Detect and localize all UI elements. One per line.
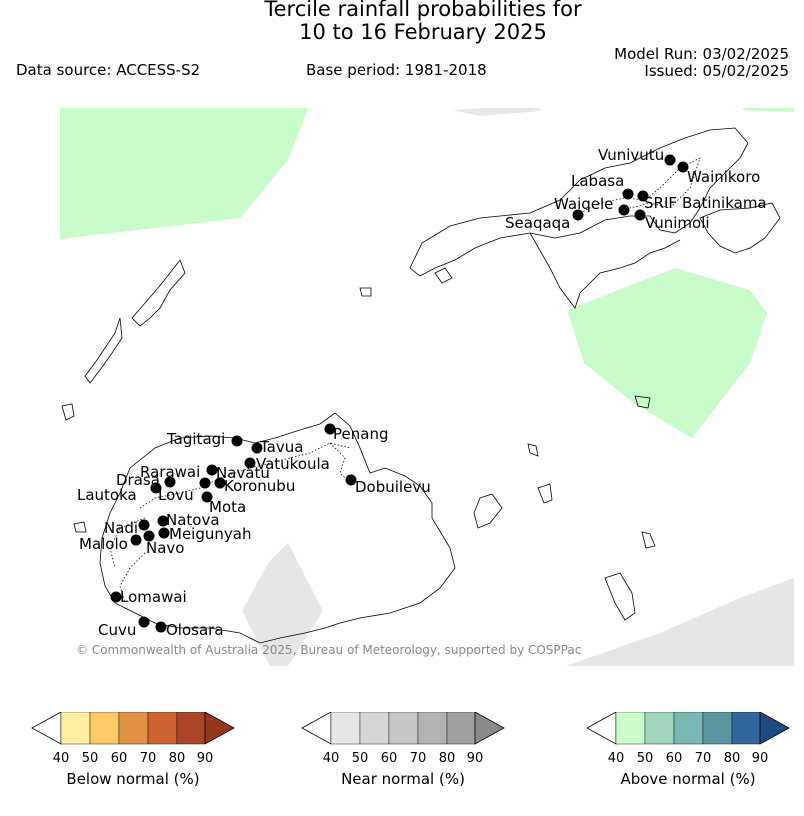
colorbar-above-segment <box>674 712 703 744</box>
near-normal-region-north <box>452 108 540 116</box>
station-dot <box>200 478 211 489</box>
place-label-dobuilevu: Dobuilevu <box>355 478 431 496</box>
station-dot <box>139 520 150 531</box>
island-small-9 <box>74 522 86 532</box>
colorbar-near-end-arrow <box>475 712 504 744</box>
island-small-6 <box>605 573 635 620</box>
station-dot <box>665 155 676 166</box>
colorbar-above-tick: 60 <box>665 751 683 766</box>
colorbar-near-tick: 40 <box>322 751 340 766</box>
colorbar-below-start-arrow <box>32 712 61 744</box>
place-label-nadi: Nadi <box>104 519 139 537</box>
colorbar-near-segment <box>389 712 418 744</box>
place-label-labasa: Labasa <box>571 172 625 190</box>
colorbar-below-tick: 50 <box>81 751 99 766</box>
colorbar-below-segment <box>177 712 205 744</box>
colorbar-near-title: Near normal (%) <box>341 770 465 788</box>
place-label-penang: Penang <box>333 425 389 443</box>
colorbar-near-normal <box>300 712 506 766</box>
colorbar-below-tick: 60 <box>110 751 128 766</box>
island-small-5 <box>642 532 655 548</box>
fiji-map <box>60 108 794 666</box>
place-label-malolo: Malolo <box>79 535 128 553</box>
colorbar-near-segment <box>418 712 447 744</box>
above-normal-region-ne <box>743 108 794 112</box>
colorbar-near-segment <box>331 712 360 744</box>
place-label-meigunyah: Meigunyah <box>169 525 252 543</box>
place-label-vunivutu: Vunivutu <box>598 146 665 164</box>
colorbar-near-segment <box>447 712 475 744</box>
place-label-mota: Mota <box>209 498 247 516</box>
place-label-vatukoula: Vatukoula <box>256 455 330 473</box>
colorbar-below-normal <box>30 712 236 766</box>
place-label-navatu: Navatu <box>216 464 270 482</box>
run-info <box>614 46 789 80</box>
colorbar-above-tick: 40 <box>607 751 625 766</box>
place-label-drasa: Drasa <box>116 471 160 489</box>
colorbar-below-segment <box>90 712 119 744</box>
station-markers <box>111 155 689 633</box>
island-small-8 <box>435 268 452 283</box>
place-label-waiqele: Waiqele <box>554 195 614 213</box>
base-period-label: Base period: 1981-2018 <box>306 61 487 79</box>
station-dot <box>156 622 167 633</box>
issued-label: Issued: 05/02/2025 <box>644 62 789 80</box>
station-dot <box>623 189 634 200</box>
place-label-cuvu: Cuvu <box>98 621 137 639</box>
colorbar-below-segment <box>119 712 148 744</box>
colorbar-above-end-arrow <box>760 712 789 744</box>
place-label-rarawai: Rarawai <box>140 463 201 481</box>
place-label-natova: Natova <box>166 511 220 529</box>
island-small-2 <box>474 494 502 528</box>
colorbar-above-segment <box>616 712 645 744</box>
colorbar-below-tick: 70 <box>139 751 157 766</box>
colorbar-near-tick: 70 <box>409 751 427 766</box>
colorbar-above-tick: 80 <box>723 751 741 766</box>
station-dot <box>139 617 150 628</box>
colorbar-near-start-arrow <box>302 712 331 744</box>
colorbar-below-tick: 90 <box>196 751 214 766</box>
place-label-tavua: Tavua <box>260 438 304 456</box>
colorbar-above-normal <box>585 712 791 766</box>
colorbar-above-segment <box>703 712 732 744</box>
colorbar-below-title: Below normal (%) <box>66 770 200 788</box>
colorbar-above-tick: 70 <box>694 751 712 766</box>
colorbar-below-tick: 40 <box>52 751 70 766</box>
place-label-lovu: Lovu <box>158 486 194 504</box>
yasawa-islands <box>132 260 185 326</box>
colorbar-near-segment <box>360 712 389 744</box>
model-run-label: Model Run: 03/02/2025 <box>614 45 789 63</box>
colorbar-above-tick: 50 <box>636 751 654 766</box>
colorbar-near-tick: 90 <box>466 751 484 766</box>
near-normal-region-se <box>566 578 794 666</box>
place-label-lomawai: Lomawai <box>120 588 187 606</box>
colorbar-above-title: Above normal (%) <box>620 770 756 788</box>
above-normal-region-nw <box>60 108 308 239</box>
colorbar-below-tick: 80 <box>168 751 186 766</box>
place-label-vunimoli: Vunimoli <box>645 214 710 232</box>
island-small-3 <box>538 484 552 503</box>
island-small-1 <box>360 288 371 296</box>
colorbar-below-segment <box>148 712 177 744</box>
place-label-tagitagi: Tagitagi <box>167 430 226 448</box>
colorbar-above-segment <box>645 712 674 744</box>
station-dot <box>232 436 243 447</box>
island-west-small <box>62 404 74 420</box>
place-label-seaqaqa: Seaqaqa <box>505 214 571 232</box>
map-title: Tercile rainfall probabilities for 10 to 16 February 2025 <box>264 0 582 44</box>
colorbar-above-start-arrow <box>587 712 616 744</box>
place-label-wainikoro: Wainikoro <box>687 168 761 186</box>
station-dot <box>619 205 630 216</box>
island-small-4 <box>528 444 538 456</box>
place-label-batinikama: Batinikama <box>682 194 767 212</box>
place-label-koronubu: Koronubu <box>224 477 296 495</box>
place-label-lautoka: Lautoka <box>77 486 137 504</box>
place-label-navo: Navo <box>146 539 185 557</box>
colorbar-near-tick: 60 <box>380 751 398 766</box>
colorbar-below-segment <box>61 712 90 744</box>
colorbar-below-end-arrow <box>205 712 234 744</box>
place-label-srif: SRIF <box>644 194 677 212</box>
colorbar-near-tick: 50 <box>351 751 369 766</box>
colorbar-above-segment <box>732 712 760 744</box>
colorbar-near-tick: 80 <box>438 751 456 766</box>
data-source-label: Data source: ACCESS-S2 <box>16 61 201 79</box>
yasawa-islands-south <box>85 318 122 383</box>
station-dot <box>159 528 170 539</box>
above-normal-region-east <box>567 268 767 438</box>
colorbar-above-tick: 90 <box>751 751 769 766</box>
copyright-credit: © Commonwealth of Australia 2025, Bureau of Meteorology, supported by COSPPac <box>76 643 582 657</box>
place-label-olosara: Olosara <box>166 621 224 639</box>
